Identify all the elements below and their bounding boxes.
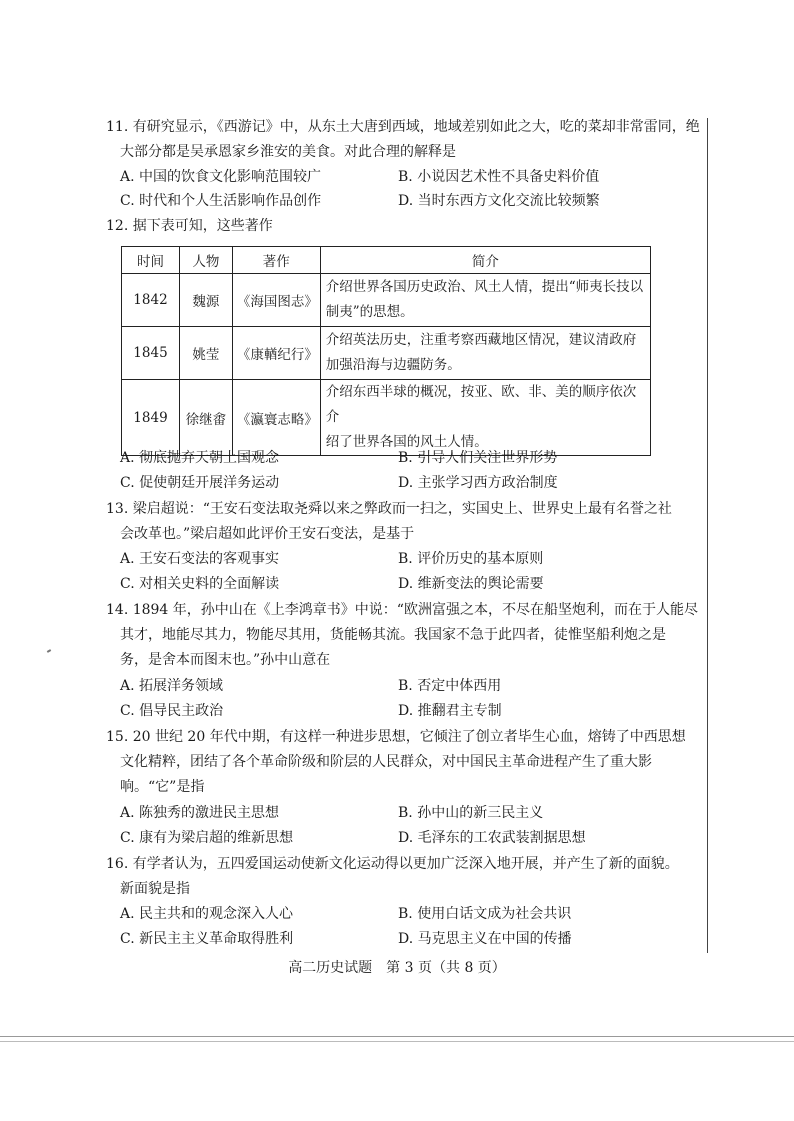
q14-option-d: D. 推翻君主专制 (398, 703, 502, 719)
table-cell-intro (320, 274, 650, 327)
q14-stem-line2: 其才，地能尽其力，物能尽其用，货能畅其流。我国家不急于此四者，徒惟坚船利炮之是 (120, 627, 666, 643)
q14-stem-line1: 14. 1894 年，孙中山在《上李鸿章书》中说：“欧洲富强之本，不尽在船坚炮利，而在于人能尽 (106, 602, 698, 618)
table-cell-year: 1849 (122, 380, 180, 456)
bottom-edge-line (0, 1041, 794, 1042)
q14-stem-line3: 务，是舍本而图末也。”孙中山意在 (120, 652, 331, 668)
q15-option-d: D. 毛泽东的工农武装割据思想 (398, 830, 586, 846)
table-cell-book: 《瀛寰志略》 (232, 380, 320, 456)
q12-option-c: C. 促使朝廷开展洋务运动 (120, 475, 280, 491)
table-header-row (122, 247, 651, 274)
q13-option-c: C. 对相关史料的全面解读 (120, 576, 280, 592)
q12-table (121, 246, 651, 456)
margin-rule (707, 118, 708, 953)
q15-option-c: C. 康有为梁启超的维新思想 (120, 830, 294, 846)
table-row (122, 274, 651, 327)
q16-stem-line2: 新面貌是指 (120, 881, 190, 897)
table-header: 人物 (179, 247, 232, 274)
q11-option-a: A. 中国的饮食文化影响范围较广 (120, 169, 322, 185)
q13-option-a: A. 王安石变法的客观事实 (120, 551, 280, 567)
q14-option-b: B. 否定中体西用 (398, 678, 502, 694)
intro-line: 介绍英法历史，注重考察西藏地区情况，建议清政府 (325, 332, 637, 348)
q16-option-c: C. 新民主主义革命取得胜利 (120, 931, 294, 947)
q14-option-c: C. 倡导民主政治 (120, 703, 224, 719)
q11-stem-line2: 大部分都是吴承恩家乡淮安的美食。对此合理的解释是 (120, 144, 456, 160)
table-cell-person: 徐继畬 (179, 380, 232, 456)
q15-stem-line2: 文化精粹，团结了各个革命阶级和阶层的人民群众，对中国民主革命进程产生了重大影 (120, 754, 652, 770)
q15-option-b: B. 孙中山的新三民主义 (398, 805, 544, 821)
q15-option-a: A. 陈独秀的激进民主思想 (120, 805, 280, 821)
page-footer: 高二历史试题 第 3 页（共 8 页） (288, 960, 506, 976)
table-cell-book: 《康輶纪行》 (232, 327, 320, 380)
q16-option-a: A. 民主共和的观念深入人心 (120, 906, 294, 922)
table-header: 著作 (232, 247, 320, 274)
table-cell-person: 姚莹 (179, 327, 232, 380)
q12-option-d: D. 主张学习西方政治制度 (398, 475, 558, 491)
intro-line: 介绍东西半球的概况，按亚、欧、非、美的顺序依次介 (325, 384, 637, 425)
q16-option-b: B. 使用白话文成为社会共识 (398, 906, 572, 922)
table-cell-intro (320, 380, 650, 456)
intro-line: 加强沿海与边疆防务。 (325, 357, 461, 373)
q11-option-d: D. 当时东西方文化交流比较频繁 (398, 193, 600, 209)
q13-option-b: B. 评价历史的基本原则 (398, 551, 544, 567)
q16-option-d: D. 马克思主义在中国的传播 (398, 931, 572, 947)
q12-stem: 12. 据下表可知，这些著作 (106, 218, 273, 234)
q15-stem-line1: 15. 20 世纪 20 年代中期，有这样一种进步思想，它倾注了创立者毕生心血，熔铸了中西思想 (106, 729, 686, 745)
q11-option-b: B. 小说因艺术性不具备史料价值 (398, 169, 600, 185)
table-row (122, 380, 651, 456)
q11-option-c: C. 时代和个人生活影响作品创作 (120, 193, 322, 209)
q12-option-b: B. 引导人们关注世界形势 (398, 450, 558, 466)
q13-stem-line2: 会改革也。”梁启超如此评价王安石变法，是基于 (120, 526, 415, 542)
table-cell-book: 《海国图志》 (232, 274, 320, 327)
table-row (122, 327, 651, 380)
table-cell-person: 魏源 (179, 274, 232, 327)
table-cell-year: 1842 (122, 274, 180, 327)
intro-line: 绍了世界各国的风土人情。 (325, 434, 488, 450)
table-header: 简介 (320, 247, 650, 274)
q11-stem-line1: 11. 有研究显示，《西游记》中，从东土大唐到西域，地域差别如此之大，吃的菜却非常雷同，绝 (106, 119, 700, 135)
q12-option-a: A. 彻底抛弃天朝上国观念 (120, 450, 280, 466)
intro-line: 介绍世界各国历史政治、风土人情，提出“师夷长技以 (325, 279, 644, 295)
table-header: 时间 (122, 247, 180, 274)
q16-stem-line1: 16. 有学者认为，五四爱国运动使新文化运动得以更加广泛深入地开展，并产生了新的面貌。 (106, 856, 679, 872)
bottom-edge-line (0, 1036, 794, 1037)
table-cell-intro (320, 327, 650, 380)
intro-line: 制夷”的思想。 (325, 304, 414, 320)
q15-stem-line3: 响。“它”是指 (120, 779, 205, 795)
q13-stem-line1: 13. 梁启超说：“王安石变法取尧舜以来之弊政而一扫之，实国史上、世界史上最有名誉之社 (106, 501, 672, 517)
q13-option-d: D. 维新变法的舆论需要 (398, 576, 544, 592)
scan-speck (47, 649, 51, 653)
q14-option-a: A. 拓展洋务领域 (120, 678, 224, 694)
table-cell-year: 1845 (122, 327, 180, 380)
